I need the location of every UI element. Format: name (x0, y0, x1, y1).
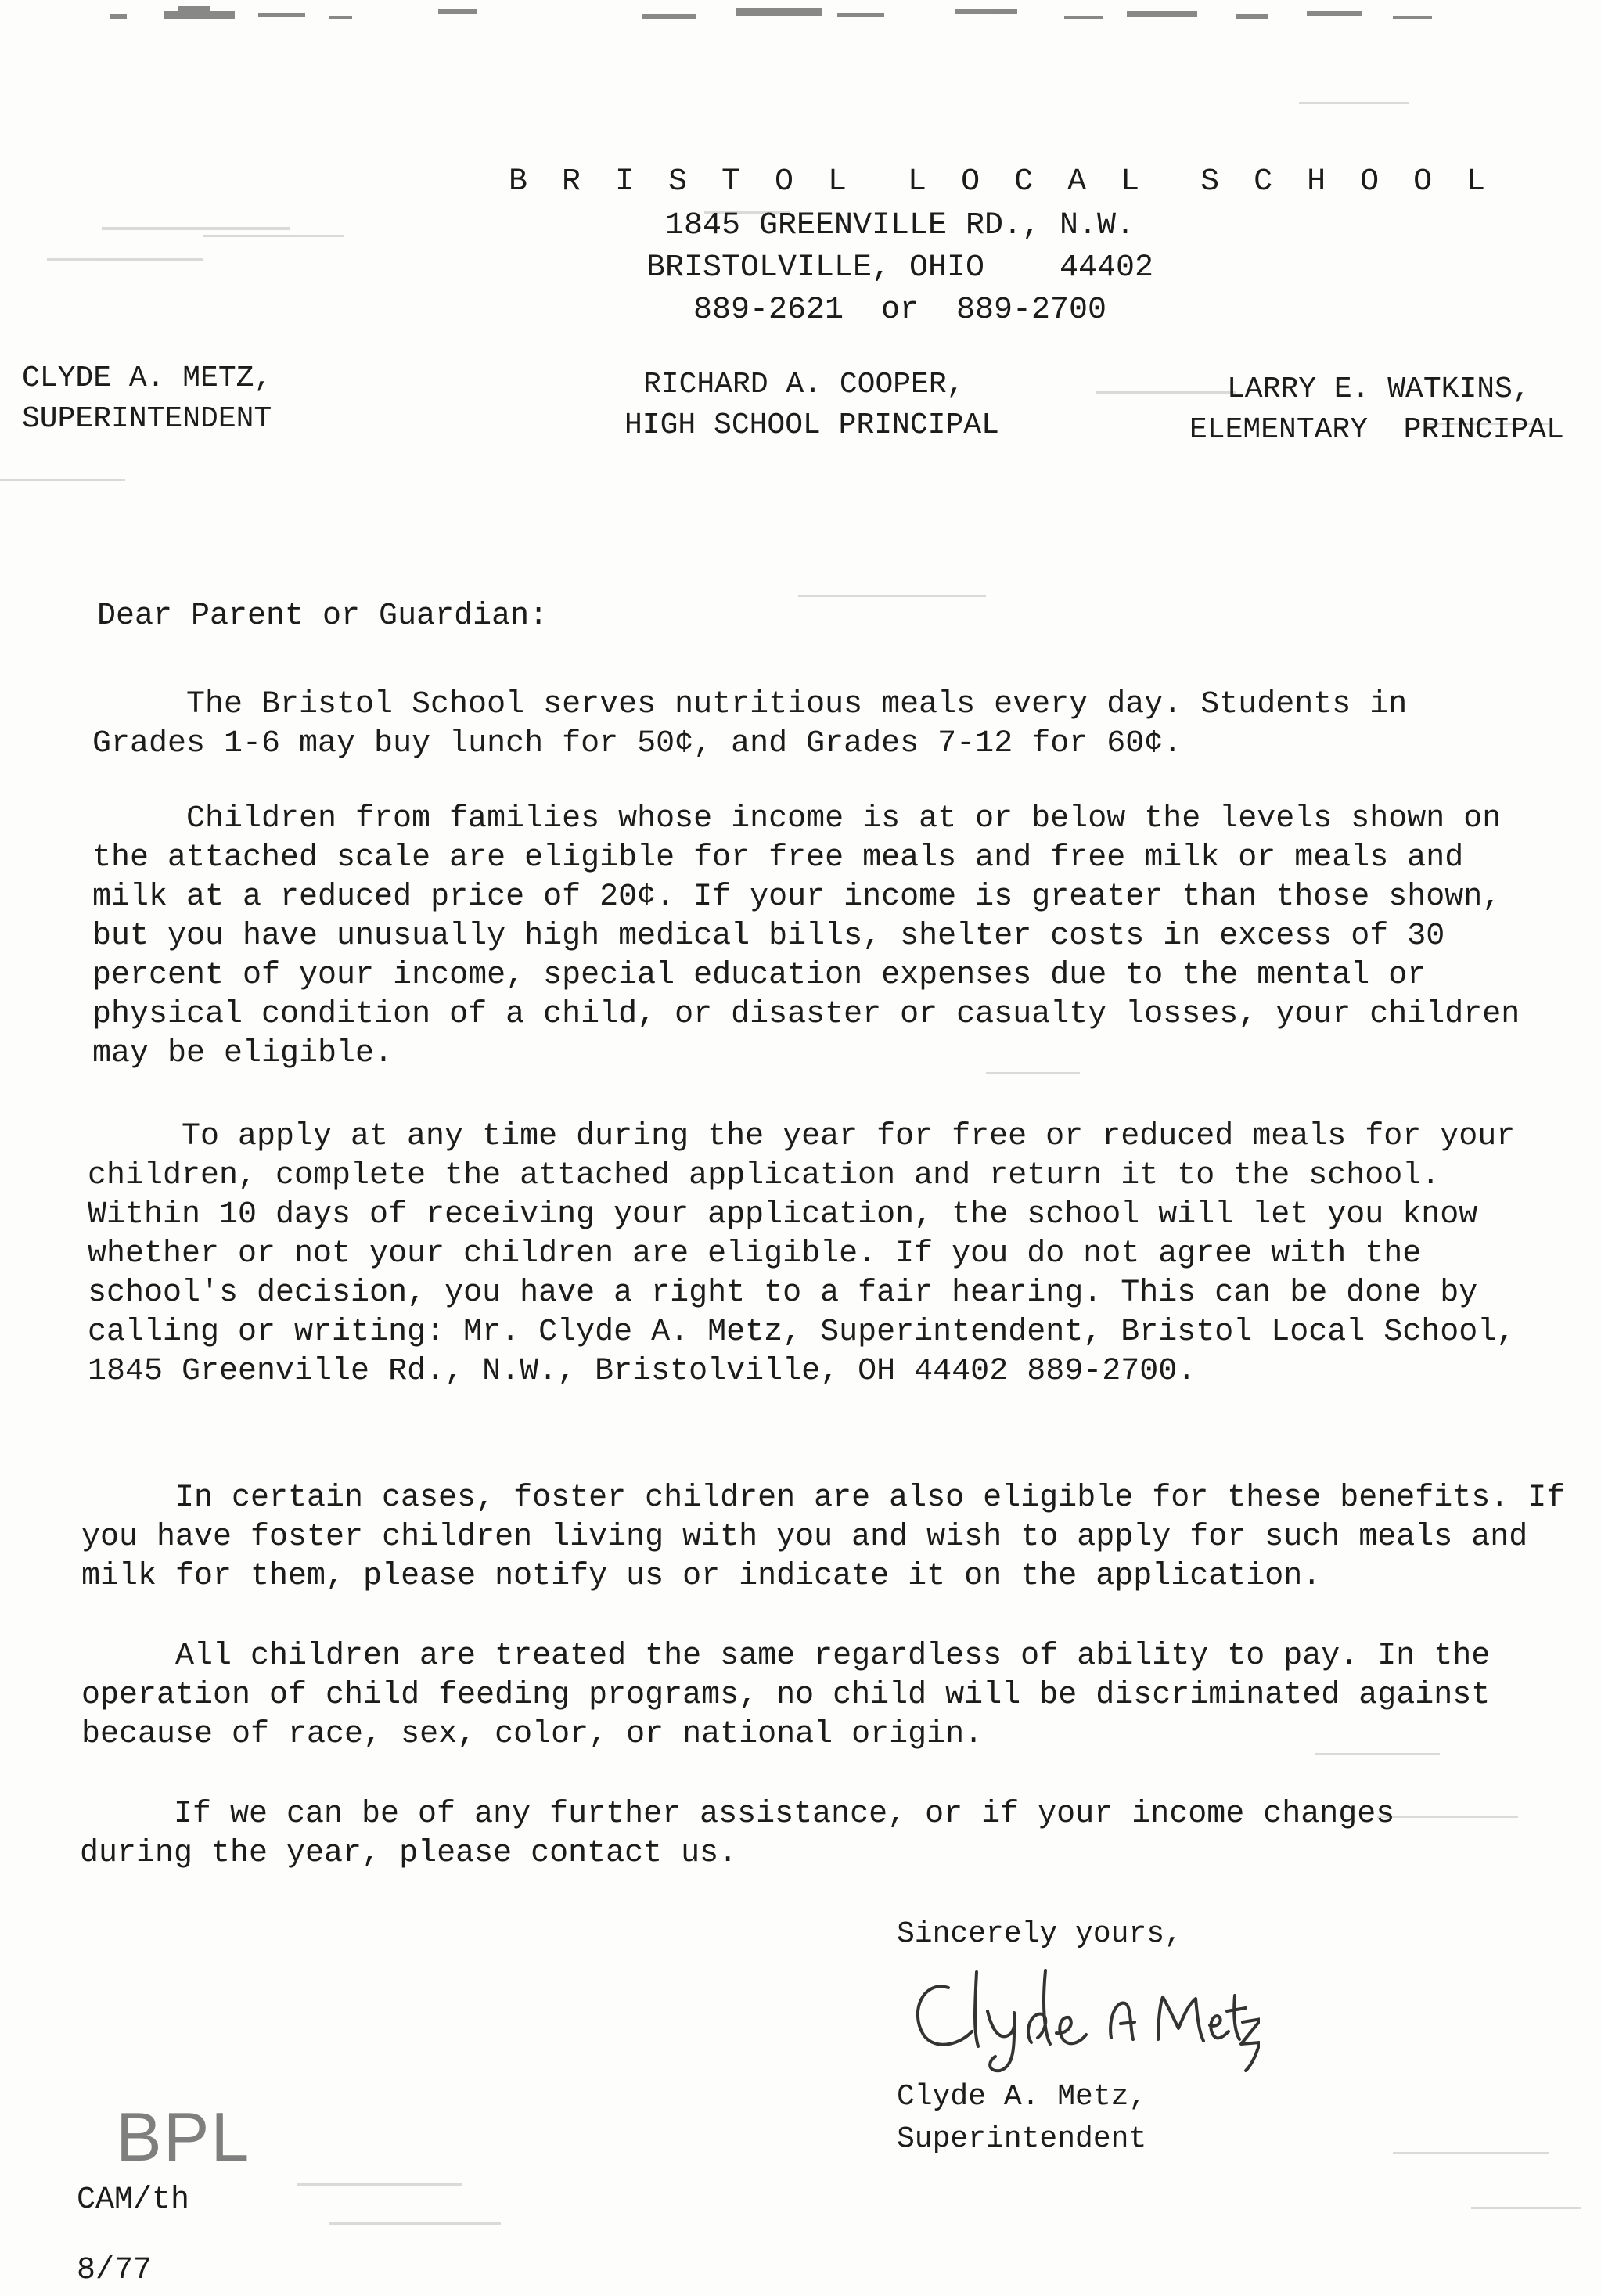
paragraph-meal-prices (92, 686, 1501, 764)
paragraph-text: All children are treated the same regardless of ability to pay. In the operation of child feeding programs, no child will be discriminated against because of race, sex, color, or national origin. (81, 1639, 1491, 1752)
date-code: 8/77 (77, 2253, 153, 2288)
paragraph-non-discrimination (81, 1637, 1568, 1754)
elem-principal-title: ELEMENTARY PRINCIPAL (1189, 413, 1564, 447)
typist-initials: CAM/th (77, 2183, 190, 2218)
valediction: Sincerely yours, (897, 1917, 1182, 1951)
paragraph-text: To apply at any time during the year for free or reduced meals for your children, complete the attached application and return it to the school. Within 10 days of receiving your application, the school will let you know whether or not your children are eligible. If you do not agree with the school's decision, you have a right to a fair hearing. This can be done by calling or writing: Mr. Clyde A. Metz, Superintendent, Bristol Local School, 1845 Greenville Rd., N.W., Bristolville, OH 44402 889-2700. (88, 1119, 1516, 1389)
paragraph-eligibility (92, 800, 1532, 1074)
signer-name: Clyde A. Metz, (897, 2080, 1147, 2114)
address-street: 1845 GREENVILLE RD., N.W. (664, 208, 1135, 243)
superintendent-title: SUPERINTENDENT (22, 402, 272, 436)
hs-principal-title: HIGH SCHOOL PRINCIPAL (624, 408, 999, 442)
paragraph-foster-children (81, 1479, 1568, 1596)
elem-principal-name: LARRY E. WATKINS, (1227, 372, 1531, 406)
signer-title: Superintendent (897, 2122, 1147, 2156)
paragraph-closing-note (80, 1795, 1504, 1873)
paragraph-text: Children from families whose income is at or below the levels shown on the attached scale are eligible for free meals and free milk or meals and milk at a reduced price of 20¢. If your income is greater than those shown, but you have unusually high medical bills, shelter costs in excess of 30 percent of your income, special education expenses due to the mental or physical condition of a child, or disaster or casualty losses, your children may be eligible. (92, 801, 1520, 1071)
paragraph-application (88, 1117, 1520, 1391)
superintendent-name: CLYDE A. METZ, (22, 362, 272, 395)
school-name: B R I S T O L L O C A L S C H O O L (509, 164, 1494, 200)
phone-numbers: 889-2621 or 889-2700 (693, 293, 1107, 328)
paragraph-text: If we can be of any further assistance, or if your income changes during the year, please contact us. (80, 1797, 1395, 1871)
address-city: BRISTOLVILLE, OHIO 44402 (646, 250, 1154, 286)
bpl-watermark: BPL (116, 2098, 251, 2175)
paragraph-text: The Bristol School serves nutritious meals every day. Students in Grades 1-6 may buy lunch for 50¢, and Grades 7-12 for 60¢. (92, 687, 1408, 761)
paragraph-text: In certain cases, foster children are also eligible for these benefits. If you have foster children living with you and wish to apply for such meals and milk for them, please notify us or indicate it on the application. (81, 1481, 1566, 1594)
hs-principal-name: RICHARD A. COOPER, (643, 368, 965, 401)
salutation: Dear Parent or Guardian: (97, 599, 549, 634)
signature-image (900, 1956, 1260, 2074)
